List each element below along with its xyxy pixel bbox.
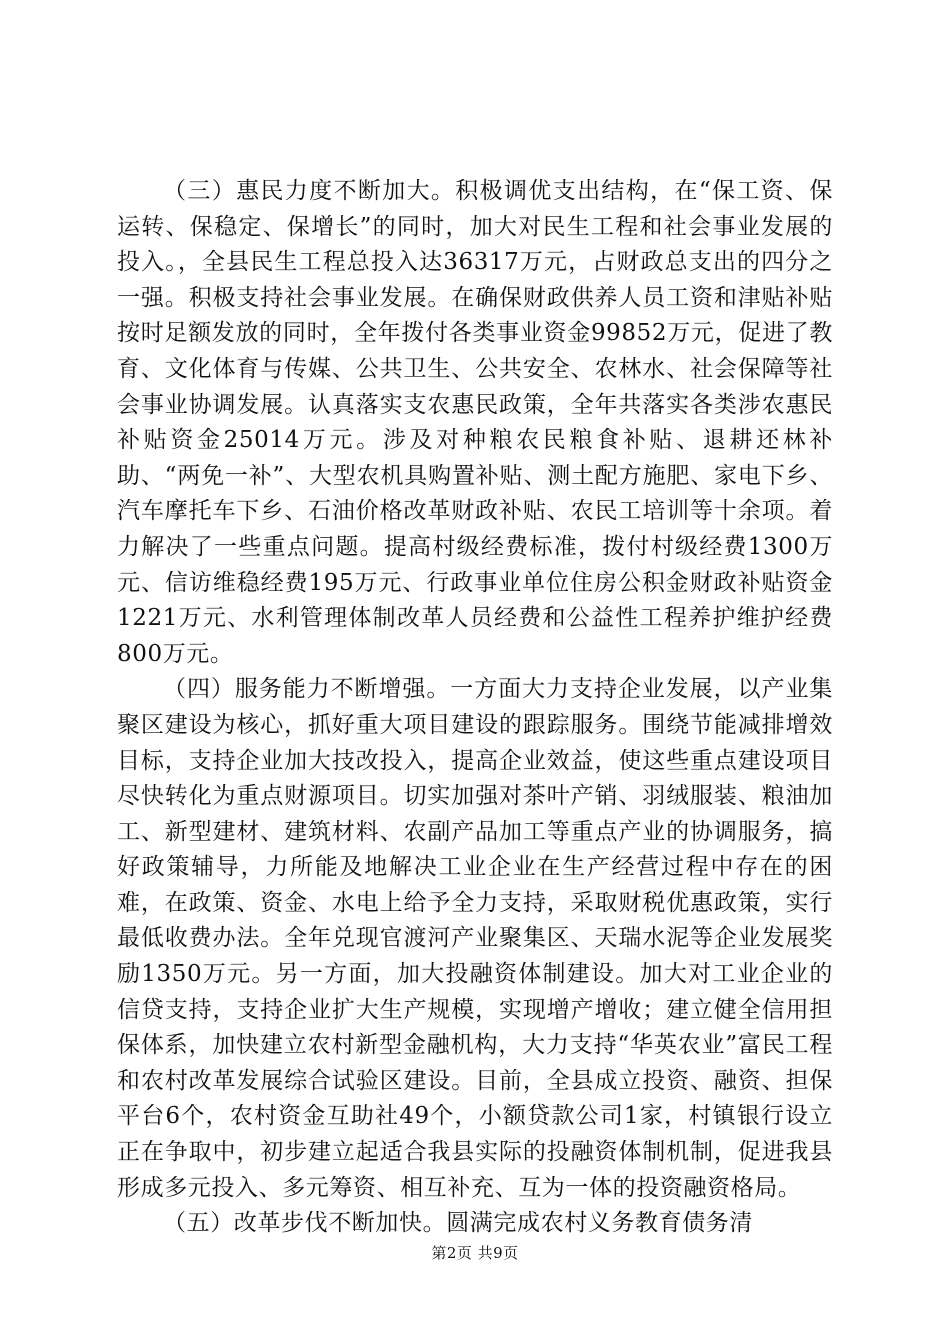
paragraph-reform-pace: （五）改革步伐不断加快。圆满完成农村义务教育债务清 [163,1210,753,1237]
paragraph-benefit-people: （三）惠民力度不断加大。积极调优支出结构，在“保工资、保运转、保稳定、保增长”的同时，加大对民生工程和社会事业发展的投入。，全县民生工程总投入达36317万元，占财政总支出的四分之一强。积极支持社会事业发展。在确保财政供养人员工资和津贴补贴按时足额发放的同时，全年拨付各类事业资金99852万元，促进了教育、文化体育与传媒、公共卫生、公共安全、农林水、社会保障等社会事业协调发展。认真落实支农惠民政策，全年共落实各类涉农惠民补贴资金25014万元。涉及对种粮农民粮食补贴、退耕还林补助、“两免一补”、大型农机具购置补贴、测土配方施肥、家电下乡、汽车摩托车下乡、石油价格改革财政补贴、农民工培训等十余项。着力解决了一些重点问题。提高村级经费标准，拨付村级经费1300万元、信访维稳经费195万元、行政事业单位住房公积金财政补贴资金1221万元、水利管理体制改革人员经费和公益性工程养护维护经费800万元。 [117,178,833,667]
document-body [117,174,833,1242]
page-number-footer: 第2页 共9页 [431,1244,519,1262]
paragraph-service-capacity: （四）服务能力不断增强。一方面大力支持企业发展，以产业集聚区建设为核心，抓好重大项目建设的跟踪服务。围绕节能减排增效目标，支持企业加大技改投入，提高企业效益，使这些重点建设项目尽快转化为重点财源项目。切实加强对茶叶产销、羽绒服装、粮油加工、新型建材、建筑材料、农副产品加工等重点产业的协调服务，搞好政策辅导，力所能及地解决工业企业在生产经营过程中存在的困难，在政策、资金、水电上给予全力支持，采取财税优惠政策，实行最低收费办法。全年兑现官渡河产业聚集区、天瑞水泥等企业发展奖励1350万元。另一方面，加大投融资体制建设。加大对工业企业的信贷支持，支持企业扩大生产规模，实现增产增收；建立健全信用担保体系，加快建立农村新型金融机构，大力支持“华英农业”富民工程和农村改革发展综合试验区建设。目前，全县成立投资、融资、担保平台6个，农村资金互助社49个，小额贷款公司1家，村镇银行设立正在争取中，初步建立起适合我县实际的投融资体制机制，促进我县形成多元投入、多元筹资、相互补充、互为一体的投资融资格局。 [117,676,833,1201]
